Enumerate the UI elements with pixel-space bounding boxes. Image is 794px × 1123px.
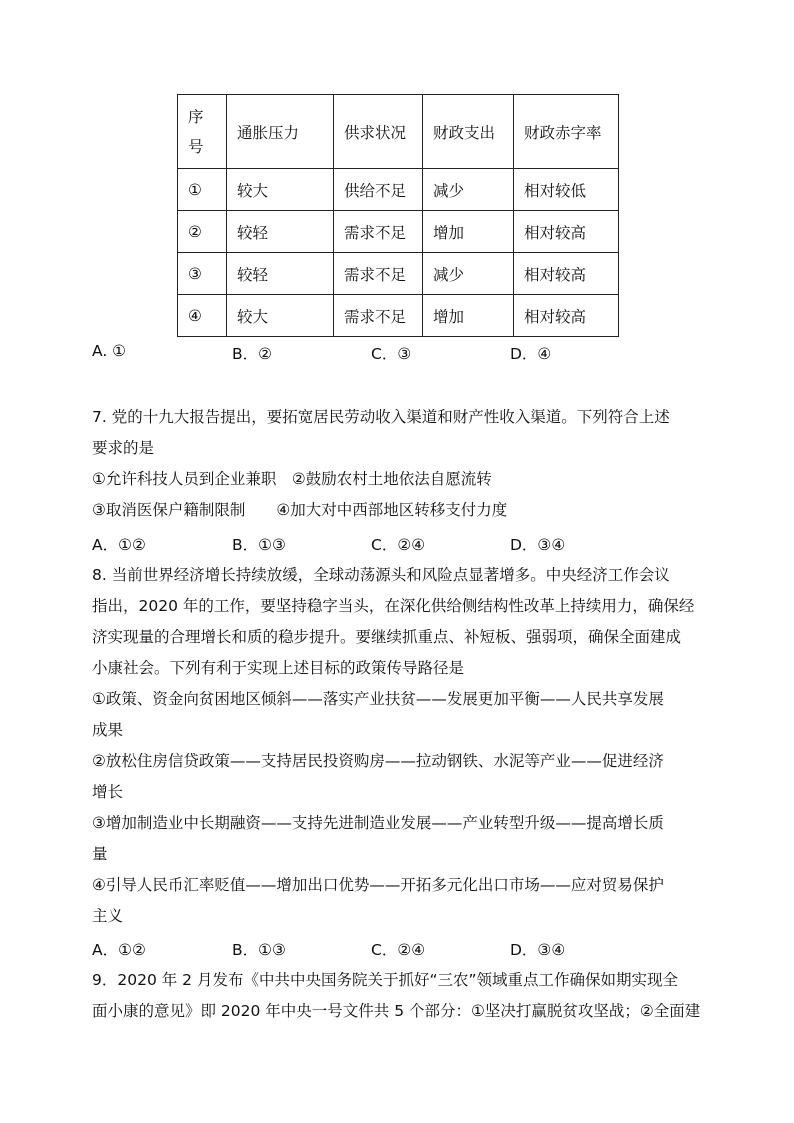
table-cell: ② xyxy=(178,211,227,253)
q8-option-a: A．①② xyxy=(92,941,146,959)
q8-stem-line-2: 指出，2020 年的工作，要坚持稳字当头，在深化供给侧结构性改革上持续用力，确保经 xyxy=(92,597,695,615)
q8-stem-line-3: 济实现量的合理增长和质的稳步提升。要继续抓重点、补短板、强弱项，确保全面建成 xyxy=(92,628,682,646)
q7-option-c: C．②④ xyxy=(371,536,426,554)
q8-stem-line-1: 8. 当前世界经济增长持续放缓，全球动荡源头和风险点显著增多。中央经济工作会议 xyxy=(92,566,670,584)
header-cell: 供求状况 xyxy=(334,95,423,169)
q7-item-line-1: ①允许科技人员到企业兼职 ②鼓励农村土地依法自愿流转 xyxy=(92,470,492,488)
table-cell: 较轻 xyxy=(227,211,334,253)
table-cell: 相对较低 xyxy=(514,169,619,211)
q8-item-line: 增长 xyxy=(92,783,124,801)
q7-option-a: A．①② xyxy=(92,536,146,554)
table-cell: 较轻 xyxy=(227,253,334,295)
q8-stem-line-4: 小康社会。下列有利于实现上述目标的政策传导路径是 xyxy=(92,659,465,677)
q8-option-b: B．①③ xyxy=(232,941,286,959)
table-cell: 需求不足 xyxy=(334,253,423,295)
q6-option-a: A. ① xyxy=(92,342,127,360)
table-cell: 减少 xyxy=(423,169,514,211)
header-cell: 通胀压力 xyxy=(227,95,334,169)
q8-item-line: ②放松住房信贷政策——支持居民投资购房——拉动钢铁、水泥等产业——促进经济 xyxy=(92,752,664,770)
header-cell: 序号 xyxy=(178,95,227,169)
q8-item-line: ①政策、资金向贫困地区倾斜——落实产业扶贫——发展更加平衡——人民共享发展 xyxy=(92,690,664,708)
q7-stem-line-2: 要求的是 xyxy=(92,439,155,457)
q6-table xyxy=(177,94,619,337)
table-cell: 减少 xyxy=(423,253,514,295)
q8-item-line: 主义 xyxy=(92,907,124,925)
q8-item-line: ③增加制造业中长期融资——支持先进制造业发展——产业转型升级——提高增长质 xyxy=(92,814,664,832)
table-row xyxy=(178,169,619,211)
q6-option-b: B．② xyxy=(232,345,273,363)
table-row xyxy=(178,211,619,253)
table-row xyxy=(178,253,619,295)
table-row xyxy=(178,295,619,337)
q6-option-d: D．④ xyxy=(510,345,552,363)
q7-option-b: B．①③ xyxy=(232,536,286,554)
q6-option-c: C．③ xyxy=(371,345,412,363)
q8-item-line: 成果 xyxy=(92,721,124,739)
table-cell: 增加 xyxy=(423,211,514,253)
table-cell: 增加 xyxy=(423,295,514,337)
q8-item-line: 量 xyxy=(92,845,108,863)
table-cell: 需求不足 xyxy=(334,295,423,337)
table-cell: ④ xyxy=(178,295,227,337)
table-cell: ① xyxy=(178,169,227,211)
q8-option-d: D．③④ xyxy=(510,941,566,959)
q8-option-c: C．②④ xyxy=(371,941,426,959)
q7-item-line-2: ③取消医保户籍制限制 ④加大对中西部地区转移支付力度 xyxy=(92,501,508,519)
table-cell: 需求不足 xyxy=(334,211,423,253)
table-cell: 较大 xyxy=(227,295,334,337)
table-cell: 相对较高 xyxy=(514,253,619,295)
q7-stem-line-1: 7. 党的十九大报告提出，要拓宽居民劳动收入渠道和财产性收入渠道。下列符合上述 xyxy=(92,408,670,426)
table-cell: 相对较高 xyxy=(514,211,619,253)
q7-option-d: D．③④ xyxy=(510,536,566,554)
table-cell: ③ xyxy=(178,253,227,295)
header-cell: 财政赤字率 xyxy=(514,95,619,169)
table-cell: 较大 xyxy=(227,169,334,211)
table-cell: 供给不足 xyxy=(334,169,423,211)
q8-item-line: ④引导人民币汇率贬值——增加出口优势——开拓多元化出口市场——应对贸易保护 xyxy=(92,876,664,894)
table-header-row xyxy=(178,95,619,169)
header-cell: 财政支出 xyxy=(423,95,514,169)
q9-stem-line-2: 面小康的意见》即 2020 年中央一号文件共 5 个部分：①坚决打赢脱贫攻坚战；②全面建 xyxy=(92,1002,701,1020)
table-cell: 相对较高 xyxy=(514,295,619,337)
q9-stem-line-1: 9．2020 年 2 月发布《中共中央国务院关于抓好“三农”领域重点工作确保如期实现全 xyxy=(92,971,679,989)
